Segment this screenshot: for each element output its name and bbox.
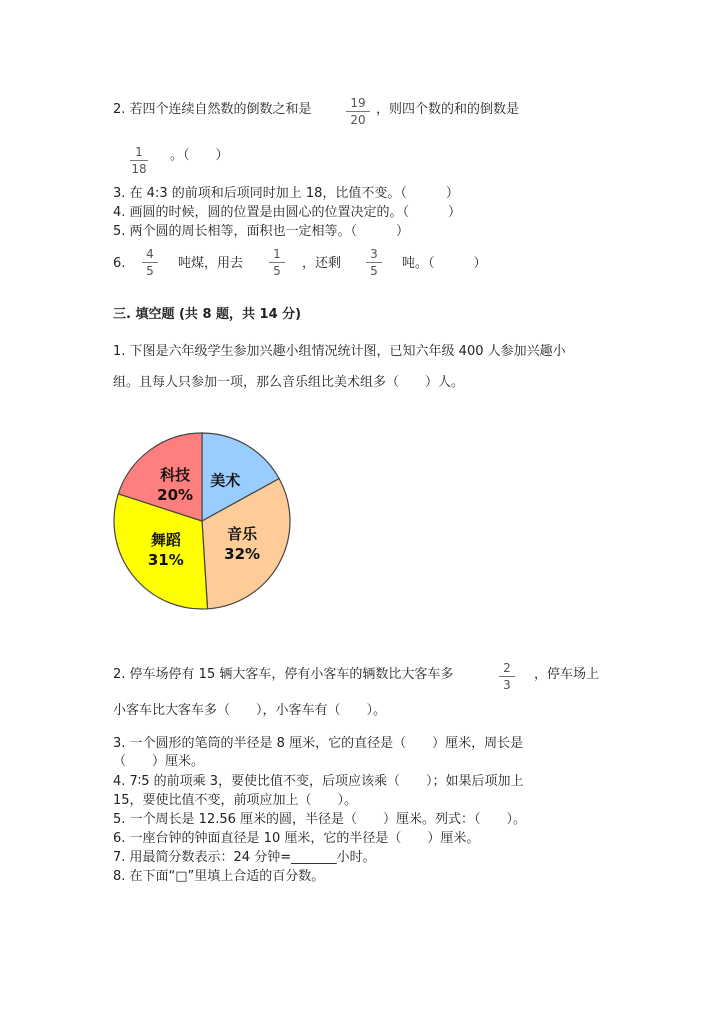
question-3-1-line2: 组。且每人只参加一项，那么音乐组比美术组多（ ）人。: [113, 375, 465, 390]
question-3-4-line2: 15，要使比值不变，前项应加上（ ）。: [113, 793, 358, 808]
question-2-6-mid2: ，还剩: [302, 256, 342, 271]
question-3-5: 5. 一个周长是 12.56 厘米的圆，半径是（ ）厘米。列式：（ ）。: [113, 812, 527, 827]
pie-label-0: 美术: [210, 471, 241, 490]
question-3-6: 6. 一座台钟的钟面直径是 10 厘米，它的半径是（ ）厘米。: [113, 831, 480, 846]
question-2-6-end: 吨。（ ）: [402, 256, 487, 271]
question-2-2-prefix: 2. 若四个连续自然数的倒数之和是: [113, 102, 312, 117]
pie-percent-3: 20%: [157, 485, 194, 504]
question-3-2-suffix: ，停车场上: [534, 667, 600, 682]
question-2-5: 5. 两个圆的周长相等，面积也一定相等。（ ）: [113, 224, 410, 239]
question-3-2-prefix: 2. 停车场停有 15 辆大客车，停有小客车的辆数比大客车多: [113, 667, 454, 682]
question-3-4-line1: 4. 7∶5 的前项乘 3，要使比值不变，后项应该乘（ ）；如果后项加上: [113, 774, 524, 789]
fraction-19-20: 19 20: [346, 96, 370, 127]
fraction-4-5: 4 5: [142, 247, 158, 278]
pie-percent-2: 31%: [147, 551, 184, 570]
pie-label-3: 科技: [160, 465, 191, 484]
question-2-2-suffix: ，则四个数的和的倒数是: [376, 102, 520, 117]
question-2-2-end: 。（ ）: [170, 148, 229, 163]
question-3-1-line1: 1. 下图是六年级学生参加兴趣小组情况统计图，已知六年级 400 人参加兴趣小: [113, 344, 566, 359]
section-heading: 三. 填空题 (共 8 题，共 14 分): [113, 307, 302, 322]
question-2-4: 4. 画圆的时候，圆的位置是由圆心的位置决定的。（ ）: [113, 205, 462, 220]
fraction-1-5: 1 5: [269, 247, 285, 278]
question-3-3-line1: 3. 一个圆形的笔筒的半径是 8 厘米，它的直径是（ ）厘米，周长是: [113, 736, 524, 751]
pie-chart: [106, 425, 298, 617]
fraction-2-3: 2 3: [499, 661, 515, 692]
fraction-1-18: 1 18: [131, 145, 147, 176]
pie-label-2: 舞蹈: [150, 531, 181, 550]
question-2-6-prefix: 6.: [113, 256, 126, 271]
question-3-8: 8. 在下面“□”里填上合适的百分数。: [113, 869, 325, 884]
fraction-3-5: 3 5: [366, 247, 382, 278]
question-2-6-mid1: 吨煤，用去: [178, 256, 244, 271]
question-3-3-line2: （ ）厘米。: [113, 754, 205, 769]
question-3-7: 7. 用最简分数表示：24 分钟=_______小时。: [113, 850, 376, 865]
pie-percent-1: 32%: [224, 545, 261, 564]
question-3-2-line2: 小客车比大客车多（ ），小客车有（ ）。: [113, 703, 387, 718]
question-2-3: 3. 在 4:3 的前项和后项同时加上 18，比值不变。（ ）: [113, 186, 459, 201]
pie-label-1: 音乐: [227, 525, 258, 544]
